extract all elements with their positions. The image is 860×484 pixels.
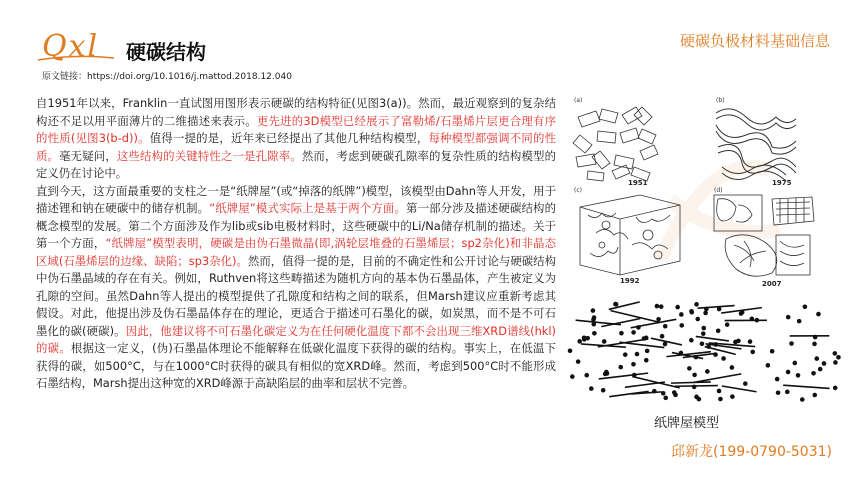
ion-dot <box>717 389 722 394</box>
ion-dot <box>679 351 684 356</box>
ion-dot <box>700 342 705 347</box>
ion-dot <box>632 373 637 378</box>
ion-dot <box>695 317 700 322</box>
p2-highlight-3: 因此，他建议将不可石墨化碳定义为在任何硬化温度下都不会出现三维XRD谱线(hkl)的碳。 <box>36 323 557 355</box>
panel-d-label: (d) <box>714 187 723 194</box>
ion-dot <box>592 315 597 320</box>
ion-dot <box>652 389 657 394</box>
ion-dot <box>717 307 722 312</box>
panel-a-year: 1951 <box>628 179 648 187</box>
ion-dot <box>602 339 607 344</box>
p2-text-3: 然而，值得一提的是，目前的不确定性和公开讨论与硬碳结构中伪石墨晶域的存在有关。例如，Ruthven将这些畴描述为随机方向的基本伪石墨晶体，产生被定义为孔隙的空间。虽然Dahn等人提出的模型提供了孔隙度和结构之间的联系，但Marsh建议应重新考虑其假设。对此，他提出涉及伪石墨晶体存在的理论，更适合于描述可石墨化的碳，如炭黑，而不是不可石墨化的碳(硬碳)。 <box>36 253 556 338</box>
panel-b-label: (b) <box>716 97 725 104</box>
ion-dot <box>748 339 753 344</box>
ion-dot <box>655 304 660 309</box>
card-sheet <box>722 386 757 392</box>
ion-dot <box>811 371 816 376</box>
ion-dot <box>663 324 668 329</box>
source-link[interactable]: https://doi.org/10.1016/j.mattod.2018.12.040 <box>87 72 292 82</box>
ion-dot <box>833 360 838 365</box>
ion-dot <box>589 386 594 391</box>
structure-figure <box>566 95 856 295</box>
panel-b-year: 1975 <box>772 179 792 187</box>
ion-dot <box>803 304 808 309</box>
structure-figure-image <box>566 95 856 295</box>
ion-dot <box>679 312 684 317</box>
ion-dot <box>591 322 596 327</box>
card-sheet <box>675 386 718 387</box>
ion-dot <box>750 350 755 355</box>
ion-dot <box>718 397 723 402</box>
ion-dot <box>679 323 684 328</box>
ion-dot <box>663 396 668 401</box>
card-sheet <box>783 385 829 388</box>
ion-dot <box>568 348 573 353</box>
ion-dot <box>636 325 641 330</box>
series-title: 硬碳负极材料基础信息 <box>679 32 830 50</box>
ion-dot <box>663 342 668 347</box>
ion-dot <box>814 356 819 361</box>
p1-text-1: 自1951年以来，Franklin一直试图用图形表示硬碳的结构特征(见图3(a))。然而，最近观察到的复杂结构还不足以用平面薄片的二维描述来表示。 <box>36 96 556 128</box>
ion-dot <box>689 310 694 315</box>
p1-highlight-3: 这些结构的关键特性之一是孔隙率。 <box>116 148 302 163</box>
p2-highlight-2: “纸牌屋”模型表明，硬碳是由伪石墨微晶(即,涡轮层堆叠的石墨烯层；sp2杂化)和非晶态区域(石墨烯层的边缘、缺陷；sp3杂化)。 <box>36 236 556 268</box>
ion-dot <box>786 370 791 375</box>
ion-dot <box>800 397 805 402</box>
ion-dot <box>730 394 735 399</box>
ion-dot <box>818 367 823 372</box>
ion-dot <box>656 317 661 322</box>
ion-dot <box>797 319 802 324</box>
ion-dot <box>614 302 619 307</box>
card-sheet <box>671 382 711 383</box>
card-sheet <box>619 342 664 347</box>
card-sheet <box>631 392 661 394</box>
ion-dot <box>775 377 780 382</box>
ion-dot <box>785 390 790 395</box>
ion-dot <box>570 374 575 379</box>
ion-dot <box>675 305 680 310</box>
ion-dot <box>796 373 801 378</box>
ion-dot <box>631 330 636 335</box>
ion-dot <box>701 331 706 336</box>
ion-dot <box>721 356 726 361</box>
ion-dot <box>739 311 744 316</box>
ion-dot <box>576 359 581 364</box>
source-line <box>42 69 292 82</box>
ion-dot <box>816 312 821 317</box>
ion-dot <box>584 373 589 378</box>
panel-a-sheets <box>573 107 658 181</box>
ion-dot <box>601 388 606 393</box>
ion-dot <box>792 361 797 366</box>
ion-dot <box>736 339 741 344</box>
ion-dot <box>812 393 817 398</box>
ion-dot <box>644 336 649 341</box>
ion-dot <box>659 304 664 309</box>
ion-dot <box>604 370 609 375</box>
card-sheet <box>609 391 648 396</box>
ion-dot <box>705 369 710 374</box>
ion-dot <box>703 311 708 316</box>
source-label: 原文链接： <box>42 72 88 82</box>
ion-dot <box>713 352 718 357</box>
paragraph-2 <box>36 183 556 393</box>
ion-dot <box>833 351 838 356</box>
ion-dot <box>591 308 596 313</box>
paragraph-1 <box>36 95 556 183</box>
ion-dot <box>716 328 721 333</box>
ion-dot <box>702 326 707 331</box>
ion-dot <box>577 339 582 344</box>
ion-dot <box>786 315 791 320</box>
panel-d-year: 2007 <box>762 280 782 288</box>
p1-text-4: 然而，考虑到硬碳孔隙率的复杂性质的结构模型的定义仍在讨论中。 <box>36 148 556 180</box>
p2-text-1: 直到今天，这方面最重要的支柱之一是“纸牌屋”(或“掉落的纸牌”)模型，该模型由Dahn等人开发，用于描述锂和钠在硬碳中的储存机制。 <box>36 183 556 215</box>
ion-dot <box>725 322 730 327</box>
ion-dot <box>730 365 735 370</box>
ion-dot <box>660 334 665 339</box>
ion-dot <box>592 331 597 336</box>
p1-text-2: 值得一提的是，近年来已经提出了其他几种结构模型， <box>149 131 429 145</box>
house-of-cards-diagram <box>566 300 850 404</box>
panel-c-cube <box>580 195 680 275</box>
ion-dot <box>812 342 817 347</box>
card-sheet <box>611 311 660 323</box>
p1-highlight-1: 更先进的3D模型已经展示了富勒烯/石墨烯片层更合理有序的性质(见图3(b-d))。 <box>36 113 556 145</box>
ion-dot <box>713 342 718 347</box>
logo: Qxl <box>42 29 100 64</box>
ion-dot <box>692 373 697 378</box>
ion-dot <box>755 318 760 323</box>
card-sheet <box>576 320 621 324</box>
logo-swoosh-icon <box>36 54 116 62</box>
card-sheet <box>694 374 742 383</box>
ion-dot <box>687 366 692 371</box>
ion-dot <box>697 397 702 402</box>
ion-dot <box>706 344 711 349</box>
panel-b-ribbons <box>716 109 796 181</box>
panel-c-label: (c) <box>574 187 582 194</box>
ion-dot <box>743 381 748 386</box>
p1-highlight-2: 每种模型都强调不同的性质。 <box>36 131 556 163</box>
page-title: 硬碳结构 <box>126 40 206 64</box>
ion-dot <box>836 355 841 360</box>
p1-text-3: 毫无疑问， <box>59 148 117 163</box>
ion-dot <box>694 302 699 307</box>
ion-dot <box>822 361 827 366</box>
ion-dot <box>618 365 623 370</box>
ion-dot <box>644 358 649 363</box>
ion-dot <box>813 335 818 340</box>
p2-highlight-1: “纸牌屋”模式实际上是基于两个方面。 <box>209 201 407 215</box>
ion-dot <box>582 335 587 340</box>
ion-dot <box>672 390 677 395</box>
ion-dot <box>766 363 771 368</box>
house-of-cards-image <box>566 300 850 404</box>
ion-dot <box>635 352 640 357</box>
ion-dot <box>692 385 697 390</box>
ion-dot <box>776 390 781 395</box>
house-of-cards-caption: 纸牌屋模型 <box>654 416 720 431</box>
ion-dot <box>645 349 650 354</box>
ion-dot <box>619 331 624 336</box>
panel-d-fullerene <box>714 195 814 276</box>
ion-dot <box>631 362 636 367</box>
author-contact: 邱新龙(199-0790-5031) <box>670 444 832 460</box>
ion-dot <box>833 386 838 391</box>
p2-text-2: 第一部分涉及描述硬碳结构的概念模型的发展。第二个方面涉及作为lib或sib电极材料时，这些硬碳中的Li/Na储存机制的描述。关于第一个方面， <box>36 201 556 250</box>
ion-dot <box>770 349 775 354</box>
ion-dot <box>623 352 628 357</box>
p2-text-4: 根据这一定义，(伪)石墨晶体理论不能解释在低碳化温度下获得的碳的结构。事实上，在低温下获得的碳，如500°C，与在1000°C时获得的碳具有相似的宽XRD峰。然而，考虑到500°C时不能形成石墨结构，Marsh提出这种宽的XRD峰源于高缺陷层的曲率和层状不完善。 <box>36 341 556 390</box>
ion-dot <box>750 316 755 321</box>
ion-dot <box>704 307 709 312</box>
panel-c-year: 1992 <box>620 277 640 285</box>
ion-dot <box>661 391 666 396</box>
card-sheet <box>696 336 729 341</box>
body-text <box>36 95 556 393</box>
panel-a-label: (a) <box>574 97 583 104</box>
ion-dot <box>789 341 794 346</box>
ion-dot <box>689 338 694 343</box>
card-sheet <box>698 306 735 309</box>
ion-dot <box>694 355 699 360</box>
